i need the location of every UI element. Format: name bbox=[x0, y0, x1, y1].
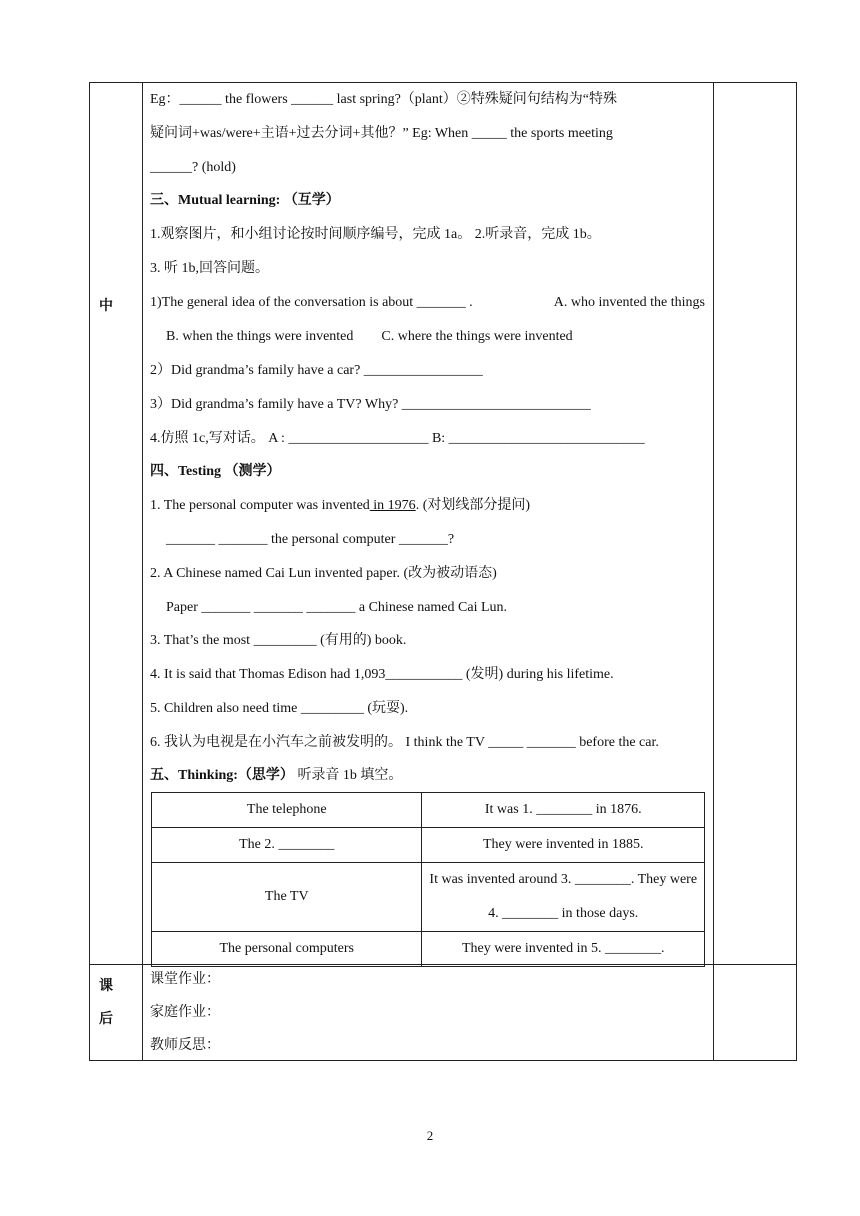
table-row bbox=[152, 932, 705, 967]
table-row bbox=[152, 828, 705, 863]
test-item-4: 4. It is said that Thomas Edison had 1,093___________ (发明) during his lifetime. bbox=[150, 667, 614, 682]
test-item-2-answer: Paper _______ _______ _______ a Chinese named Cai Lun. bbox=[166, 600, 508, 615]
grammar-line-1: Eg：______ the flowers ______ last spring?（plant）②特殊疑问句结构为“特殊 bbox=[150, 92, 618, 107]
question-1-options: B. when the things were invented C. where the things were invented bbox=[166, 329, 573, 344]
grammar-line-3: ______? (hold) bbox=[150, 160, 236, 175]
side-label-after-1: 课 bbox=[99, 978, 113, 994]
thinking-heading-line bbox=[150, 766, 402, 786]
testing-heading: 四、Testing （测学） bbox=[150, 464, 281, 479]
thinking-note: 听录音 1b 填空。 bbox=[293, 768, 403, 783]
table-cell: They were invented in 5. ________. bbox=[422, 932, 705, 967]
side-label-middle: 中 bbox=[99, 298, 113, 314]
question-1-stem: 1)The general idea of the conversation is about _______ . bbox=[150, 295, 473, 310]
column-divider-right bbox=[713, 82, 714, 1061]
test-item-3: 3. That’s the most _________ (有用的) book. bbox=[150, 633, 407, 648]
mutual-item-3: 3. 听 1b,回答问题。 bbox=[150, 261, 269, 276]
test-item-1-answer: _______ _______ the personal computer _______? bbox=[166, 532, 455, 547]
mutual-learning-heading: 三、Mutual learning: （互学） bbox=[150, 193, 340, 208]
table-cell: They were invented in 1885. bbox=[422, 828, 705, 863]
column-divider-left bbox=[142, 82, 143, 1061]
table-cell: The TV bbox=[152, 863, 422, 932]
test-item-2: 2. A Chinese named Cai Lun invented paper. (改为被动语态) bbox=[150, 566, 497, 581]
grammar-line-2: 疑问词+was/were+主语+过去分词+其他？” Eg: When _____ the sports meeting bbox=[150, 126, 613, 141]
test-item-1-instruction: . (对划线部分提问) bbox=[415, 498, 531, 513]
table-cell: It was 1. ________ in 1876. bbox=[422, 793, 705, 828]
mutual-item-1: 1.观察图片，和小组讨论按时间顺序编号，完成 1a。 2.听录音，完成 1b。 bbox=[150, 227, 601, 242]
classwork-label: 课堂作业： bbox=[150, 972, 220, 987]
question-1-option-a: A. who invented the things bbox=[553, 295, 705, 310]
side-label-after-2: 后 bbox=[99, 1011, 113, 1027]
table-cell: It was invented around 3. ________. They were 4. ________ in those days. bbox=[422, 863, 705, 932]
reflection-label: 教师反思： bbox=[150, 1038, 220, 1053]
homework-label: 家庭作业： bbox=[150, 1005, 220, 1020]
table-row bbox=[152, 863, 705, 932]
test-item-5: 5. Children also need time _________ (玩耍). bbox=[150, 701, 409, 716]
question-3: 3）Did grandma’s family have a TV? Why? ___________________________ bbox=[150, 397, 591, 412]
table-cell: The telephone bbox=[152, 793, 422, 828]
dialogue-task: 4.仿照 1c,写对话。 A : ____________________ B: ____________________________ bbox=[150, 431, 645, 446]
table-row bbox=[152, 793, 705, 828]
table-cell: The 2. ________ bbox=[152, 828, 422, 863]
test-item-1-underlined: in 1976 bbox=[369, 498, 416, 513]
table-cell: The personal computers bbox=[152, 932, 422, 967]
test-item-1-text: 1. The personal computer was invented bbox=[150, 498, 370, 513]
question-2: 2）Did grandma’s family have a car? _________________ bbox=[150, 363, 483, 378]
question-1 bbox=[150, 293, 705, 313]
thinking-table bbox=[151, 792, 705, 967]
page-number: 2 bbox=[426, 1128, 434, 1143]
test-item-1 bbox=[150, 496, 530, 516]
test-item-6: 6. 我认为电视是在小汽车之前被发明的。 I think the TV _____ _______ before the car. bbox=[150, 735, 659, 750]
thinking-heading: 五、Thinking:（思学） bbox=[150, 768, 294, 783]
